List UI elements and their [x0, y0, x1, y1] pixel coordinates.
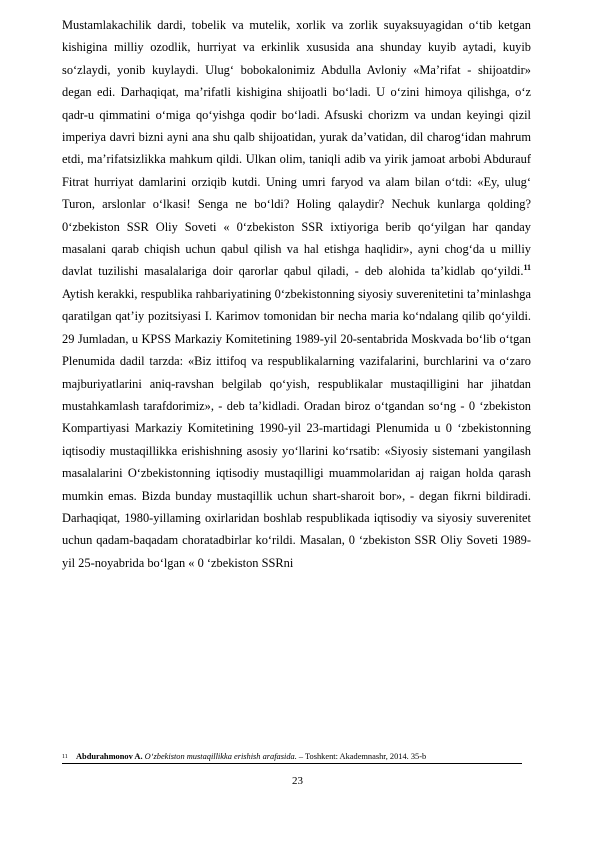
footnote-marker: 11	[62, 754, 68, 760]
footnote-reference[interactable]: 11	[523, 263, 531, 273]
footnote-divider	[62, 763, 522, 764]
body-paragraph	[62, 14, 531, 574]
footnote	[62, 751, 531, 763]
paragraph-text-part2: Aytish kerakki, respublika rahbariyatining 0‘zbekistonning siyosiy suverenitetini ta’minlashga qaratilgan qat’iy pozitsiyasi I. Karimov tomonidan bir necha maria ko‘ndalang qilib qo‘yildi. 29 Jumladan, u KPSS Markaziy Komitetining 1989-yil 20-sentabrida Moskvada bo‘lib o‘tgan Plenumida dadil tarzda: «Biz ittifoq va respublikalarning vazifalarini, burchlarini va o‘zaro majburiyatlarini aniq-ravshan belgilab qo‘yish, respublikalar mustaqilligini har jihatdan mustahkamlash tarafdorimiz», - deb ta’kidladi. Oradan biroz o‘tgandan so‘ng - 0 ‘zbekiston Kompartiyasi Markaziy Komitetining 1990-yil 23-martidagi Plenumida u 0 ‘zbekistonning iqtisodiy mustaqillikka erishishning asosiy yo‘llarini ko‘rsatib: «Siyosiy sistemani yangilash masalalarini O‘zbekistonning iqtisodiy mustaqilligi muammolaridan aj raigan holda qarash mumkin emas. Bizda bunday mustaqillik uchun shart-sharoit bor», - degan fikrni bildiradi. Darhaqiqat, 1980-yillaming oxirlaridan boshlab respublikada iqtisodiy va siyosiy suverenitet uchun qadam-baqadam choratadbirlar ko‘rildi. Masalan, 0 ‘zbekiston SSR Oliy Soveti 1989-yil 25-noyabrida bo‘lgan « 0 ‘zbekiston SSRni	[62, 286, 531, 570]
footnote-publication: – Toshkent: Akademnashr, 2014. 35-b	[296, 752, 427, 761]
page-number: 23	[292, 775, 303, 787]
footnote-title: O‘zbekiston mustaqillikka erishish arafasida.	[144, 752, 297, 761]
footnote-author: Abdurahmonov A.	[76, 752, 143, 761]
paragraph-text-part1: Mustamlakachilik dardi, tobelik va mutelik, xorlik va zorlik suyaksuyagidan o‘tib ketgan kishigina milliy ozodlik, hurriyat va erkinlik xususida ana shunday kuyib aytadi, kuyib so‘zlaydi, yonib kuylaydi. Ulug‘ bobokalonimiz Abdulla Avloniy «Ma’rifat - shijoatdir» degan edi. Darhaqiqat, ma’rifatli kishigina shijoatli bo‘ladi. U o‘zini himoya qilishga, o‘z qadr-u qimmatini o‘miga qo‘yishga qodir bo‘ladi. Afsuski chorizm va undan keyingi qizil imperiya davri bizni ayni ana shu qalb shijoatidan, yurak da’vatidan, dil charog‘idan mahrum etdi, ma’rifatsizlikka mahkum qildi. Ulkan olim, taniqli adib va yirik jamoat arbobi Abdurauf Fitrat hurriyat damlarini orziqib kutdi. Uning umri faryod va alam bilan o‘tdi: «Ey, ulug‘ Turon, arslonlar o‘lkasi! Senga ne bo‘ldi? Holing qalaydir? Nechuk kunlarga qolding? 0‘zbekiston SSR Oliy Soveti « 0‘zbekiston SSR ixtiyoriga berib qo‘yilgan har qanday masalani qarab chiqish uchun qabul qilish va hal etishga haqlidir», ayni chog‘da u milliy davlat tuzilishi masalalariga doir qarorlar qabul qiladi, - deb alohida ta’kidlab qo‘yildi.	[62, 18, 531, 279]
